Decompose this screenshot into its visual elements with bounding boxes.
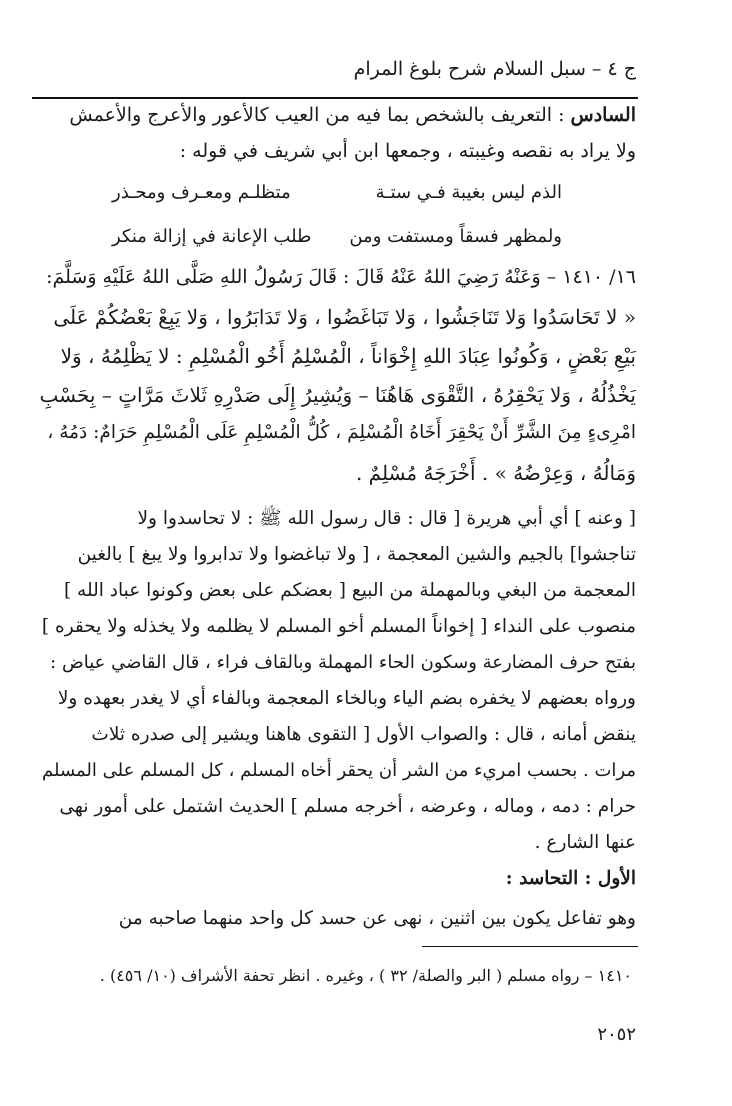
poem-verse-1-right: الذم ليس بغيبة فـي ستـة [375,182,562,203]
section-sixth-text: : التعريف بالشخص بما فيه من العيب كالأعور والأعرج والأعمش [69,104,571,126]
hadith-line: « لا تَحَاسَدُوا وَلا تَنَاجَشُوا ، وَلا تَبَاغَضُوا ، وَلا تَدَابَرُوا ، وَلا يَبِعْ بَعْضُكُمْ عَلَى [53,305,636,329]
commentary-line: حرام : دمه ، وماله ، وعرضه ، أخرجه مسلم ] الحديث اشتمل على أمور نهى [59,796,636,817]
section-sixth-label: السادس [570,104,636,126]
poem-verse-1-left: متظلـم ومعـرف ومحـذر [112,182,291,203]
commentary-line: المعجمة من البغي وبالمهملة من البيع [ بعضكم على بعض وكونوا عباد الله ] [63,580,636,601]
poem-verse-2-left: طلب الإعانة في إزالة منكر [112,226,312,247]
commentary-line: بفتح حرف المضارعة وسكون الحاء المهملة وبالقاف فراء ، قال القاضي عياض : [50,652,636,673]
running-header: ج ٤ – سبل السلام شرح بلوغ المرام [353,58,636,80]
hadith-line: ١٦/ ١٤١٠ – وَعَنْهُ رَضِيَ اللهُ عَنْهُ قَالَ : قَالَ رَسُولُ اللهِ صَلَّى اللهُ عَلَيْهِ وَسَلَّمَ: [46,266,636,288]
page-number: ٢٠٥٢ [597,1024,636,1045]
commentary-line: ينقض أمانه ، قال : والصواب الأول [ التقوى هاهنا ويشير إلى صدره ثلاث [91,724,636,745]
section-sixth-line-2: ولا يراد به نقصه وغيبته ، وجمعها ابن أبي شريف في قوله : [179,140,636,162]
header-divider [32,97,638,99]
footnote-divider [422,946,638,947]
hadith-line: يَخْذُلُهُ ، وَلا يَحْقِرُهُ ، التَّقْوَى هَاهُنَا – وَيُشِيرُ إِلَى صَدْرِهِ ثَلاثَ مَرَّاتٍ – بِحَسْبِ [39,383,636,407]
commentary-line: [ وعنه ] أي أبي هريرة [ قال : قال رسول الله ﷺ : لا تحاسدوا ولا [137,508,636,529]
commentary-line: عنها الشارع . [534,832,636,853]
hadith-line: امْرِىءٍ مِنَ الشَّرِّ أَنْ يَحْقِرَ أَخَاهُ الْمُسْلِمَ ، كُلُّ الْمُسْلِمِ عَلَى الْمُسْلِمِ حَرَامٌ: دَمُهُ ، [47,422,636,443]
poem-verse-2-right: ولمظهر فسقاً ومستفت ومن [349,226,562,247]
hadith-line: بَيْعِ بَعْضٍ ، وَكُونُوا عِبَادَ اللهِ إِخْوَاناً ، الْمُسْلِمُ أَخُو الْمُسْلِمِ : لا يَظْلِمُهُ ، وَلا [60,344,636,368]
commentary-line: منصوب على النداء [ إخواناً المسلم أخو المسلم لا يظلمه ولا يخذله ولا يحقره ] [41,616,636,637]
hadith-line: وَمَالُهُ ، وَعِرْضُهُ » . أَخْرَجَهُ مُسْلِمٌ . [355,461,636,485]
first-point-heading: الأول : التحاسد : [505,868,636,889]
commentary-line: ورواه بعضهم لا يخفره بضم الياء وبالخاء المعجمة وبالفاء أي لا يغدر بعهده ولا [57,688,636,709]
footnote: ١٤١٠ – رواه مسلم ( البر والصلة/ ٣٢ ) ، وغيره . انظر تحفة الأشراف (١٠/ ٤٥٦) . [99,966,632,985]
commentary-line: مرات . بحسب امريء من الشر أن يحقر أخاه المسلم ، كل المسلم على المسلم [42,760,636,781]
section-sixth-line-1 [69,104,636,126]
first-point-text: وهو تفاعل يكون بين اثنين ، نهى عن حسد كل واحد منهما صاحبه من [118,908,636,929]
commentary-line: تناجشوا] بالجيم والشين المعجمة ، [ ولا تباغضوا ولا تدابروا ولا يبغ ] بالغين [77,544,636,565]
